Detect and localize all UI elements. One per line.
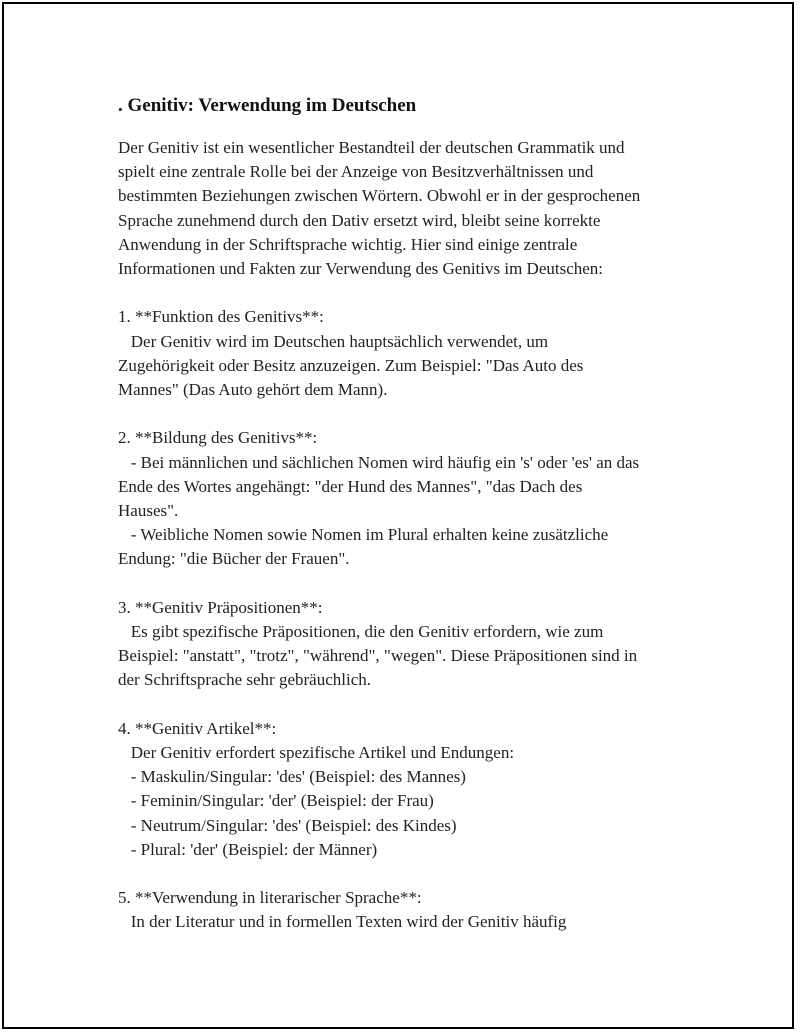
intro-line: spielt eine zentrale Rolle bei der Anzeige von Besitzverhältnissen und xyxy=(118,162,594,182)
document-body xyxy=(118,92,738,935)
section-line: Der Genitiv erfordert spezifische Artikel und Endungen: xyxy=(118,743,515,763)
spacer xyxy=(118,572,738,596)
document-title: . Genitiv: Verwendung im Deutschen xyxy=(118,95,417,116)
intro-line: Anwendung in der Schriftsprache wichtig. Hier sind einige zentrale xyxy=(118,234,578,254)
section-line: - Feminin/Singular: 'der' (Beispiel: der Frau) xyxy=(118,791,434,811)
section-heading: 3. **Genitiv Präpositionen**: xyxy=(118,597,323,617)
section-line: Der Genitiv wird im Deutschen hauptsächlich verwendet, um xyxy=(118,331,549,351)
section-literarisch xyxy=(118,886,738,934)
section-funktion xyxy=(118,305,738,402)
section-heading: 1. **Funktion des Genitivs**: xyxy=(118,307,324,327)
section-line: Beispiel: "anstatt", "trotz", "während", "wegen". Diese Präpositionen sind in xyxy=(118,646,638,666)
section-line: Hauses". xyxy=(118,501,179,521)
section-praepositionen xyxy=(118,596,738,693)
section-line: Ende des Wortes angehängt: "der Hund des Mannes", "das Dach des xyxy=(118,476,583,496)
section-bildung xyxy=(118,426,738,571)
section-line: - Plural: 'der' (Beispiel: der Männer) xyxy=(118,839,378,859)
section-line: In der Literatur und in formellen Texten wird der Genitiv häufig xyxy=(118,912,567,932)
intro-line: Der Genitiv ist ein wesentlicher Bestandteil der deutschen Grammatik und xyxy=(118,138,625,157)
intro-line: Sprache zunehmend durch den Dativ ersetzt wird, bleibt seine korrekte xyxy=(118,210,601,230)
section-heading: 4. **Genitiv Artikel**: xyxy=(118,718,277,738)
intro-line: bestimmten Beziehungen zwischen Wörtern. Obwohl er in der gesprochenen xyxy=(118,186,641,206)
section-line: - Neutrum/Singular: 'des' (Beispiel: des Kindes) xyxy=(118,815,457,835)
section-line: - Weibliche Nomen sowie Nomen im Plural erhalten keine zusätzliche xyxy=(118,525,609,545)
section-line: der Schriftsprache sehr gebräuchlich. xyxy=(118,670,371,690)
section-line: Endung: "die Bücher der Frauen". xyxy=(118,549,350,569)
section-line: - Maskulin/Singular: 'des' (Beispiel: des Mannes) xyxy=(118,767,466,787)
section-line: Es gibt spezifische Präpositionen, die den Genitiv erfordern, wie zum xyxy=(118,622,604,642)
section-line: - Bei männlichen und sächlichen Nomen wird häufig ein 's' oder 'es' an das xyxy=(118,452,640,472)
section-artikel xyxy=(118,717,738,862)
section-heading: 5. **Verwendung in literarischer Sprache**: xyxy=(118,888,422,908)
spacer xyxy=(118,862,738,886)
spacer xyxy=(118,693,738,717)
spacer xyxy=(118,281,738,305)
spacer xyxy=(118,402,738,426)
section-heading: 2. **Bildung des Genitivs**: xyxy=(118,428,318,448)
intro-line: Informationen und Fakten zur Verwendung des Genitivs im Deutschen: xyxy=(118,259,604,279)
section-line: Mannes" (Das Auto gehört dem Mann). xyxy=(118,380,388,400)
section-line: Zugehörigkeit oder Besitz anzuzeigen. Zum Beispiel: "Das Auto des xyxy=(118,355,584,375)
intro-paragraph xyxy=(118,136,738,935)
